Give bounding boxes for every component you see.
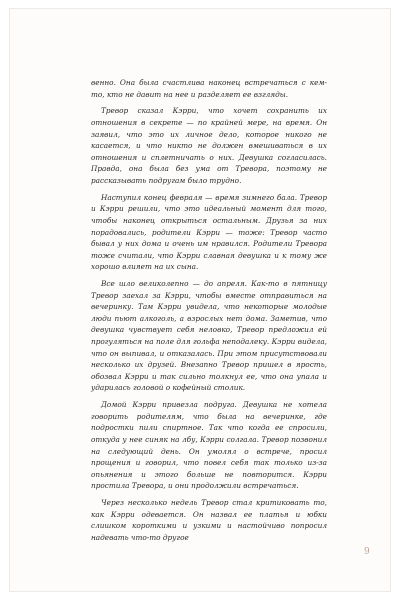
body-text bbox=[91, 77, 327, 549]
page-number: 9 bbox=[364, 547, 370, 557]
paragraph: Тревор сказал Кэрри, что хочет сохранить их отношения в секрете — по крайней мере, на время. Он заявил, что это их личное дело, которое никого не касается, и что никто не должен вмешиваться в их отношения и сплетничать о них. Девушка согласилась. Правда, она была без ума от Тревора, поэтому не рассказывать подругам было трудно. bbox=[91, 106, 327, 185]
paragraph: Домой Кэрри привезла подруга. Девушка не хотела говорить родителям, что была на вечеринке, где подростки пили спиртное. Так что когда ее спросили, откуда у нее синяк на лбу, Кэрри солгала. Тревор позвонил на следующий день. Он умолял о встрече, просил прощения и говорил, что повел себя так только из-за опьянения и этого больше не повторится. Кэрри простила Тревора, и они продолжили встречаться. bbox=[91, 400, 327, 491]
paragraph: Наступил конец февраля — время зимнего бала. Тревор и Кэрри решили, что это идеальный момент для того, чтобы наконец открыться остальным. Друзья за них порадовались, родители Кэрри — тоже: Тревор часто бывал у них дома и очень им нравился. Родители Тревора тоже считали, что Кэрри славная девушка и к тому же хорошо влияет на их сына. bbox=[91, 192, 327, 272]
book-page bbox=[10, 9, 390, 591]
paragraph-continued: венно. Она была счастлива наконец встречаться с кем-то, кто не давит на нее и разделяет ее взгляды. bbox=[91, 78, 327, 99]
paragraph: Все шло великолепно — до апреля. Как-то в пятницу Тревор заехал за Кэрри, чтобы вместе отправиться на вечеринку. Там Кэрри увидела, что некоторые молодые люди пьют алкоголь, а взрослых нет дома. Заметив, что девушка чувствует себя неловко, Тревор предложил ей прогуляться на поле для гольфа неподалеку. Кэрри видела, что он выпивал, и отказалась. При этом присутствовали несколько их друзей. Внезапно Тревор пришел в ярость, обозвал Кэрри и так сильно толкнул ее, что она упала и ударилась головой о кофейный столик. bbox=[91, 279, 327, 393]
paragraph: Через несколько недель Тревор стал критиковать то, как Кэрри одевается. Он назвал ее платья и юбки слишком короткими и узкими и настойчиво попросил надевать что-то другое bbox=[91, 498, 327, 542]
